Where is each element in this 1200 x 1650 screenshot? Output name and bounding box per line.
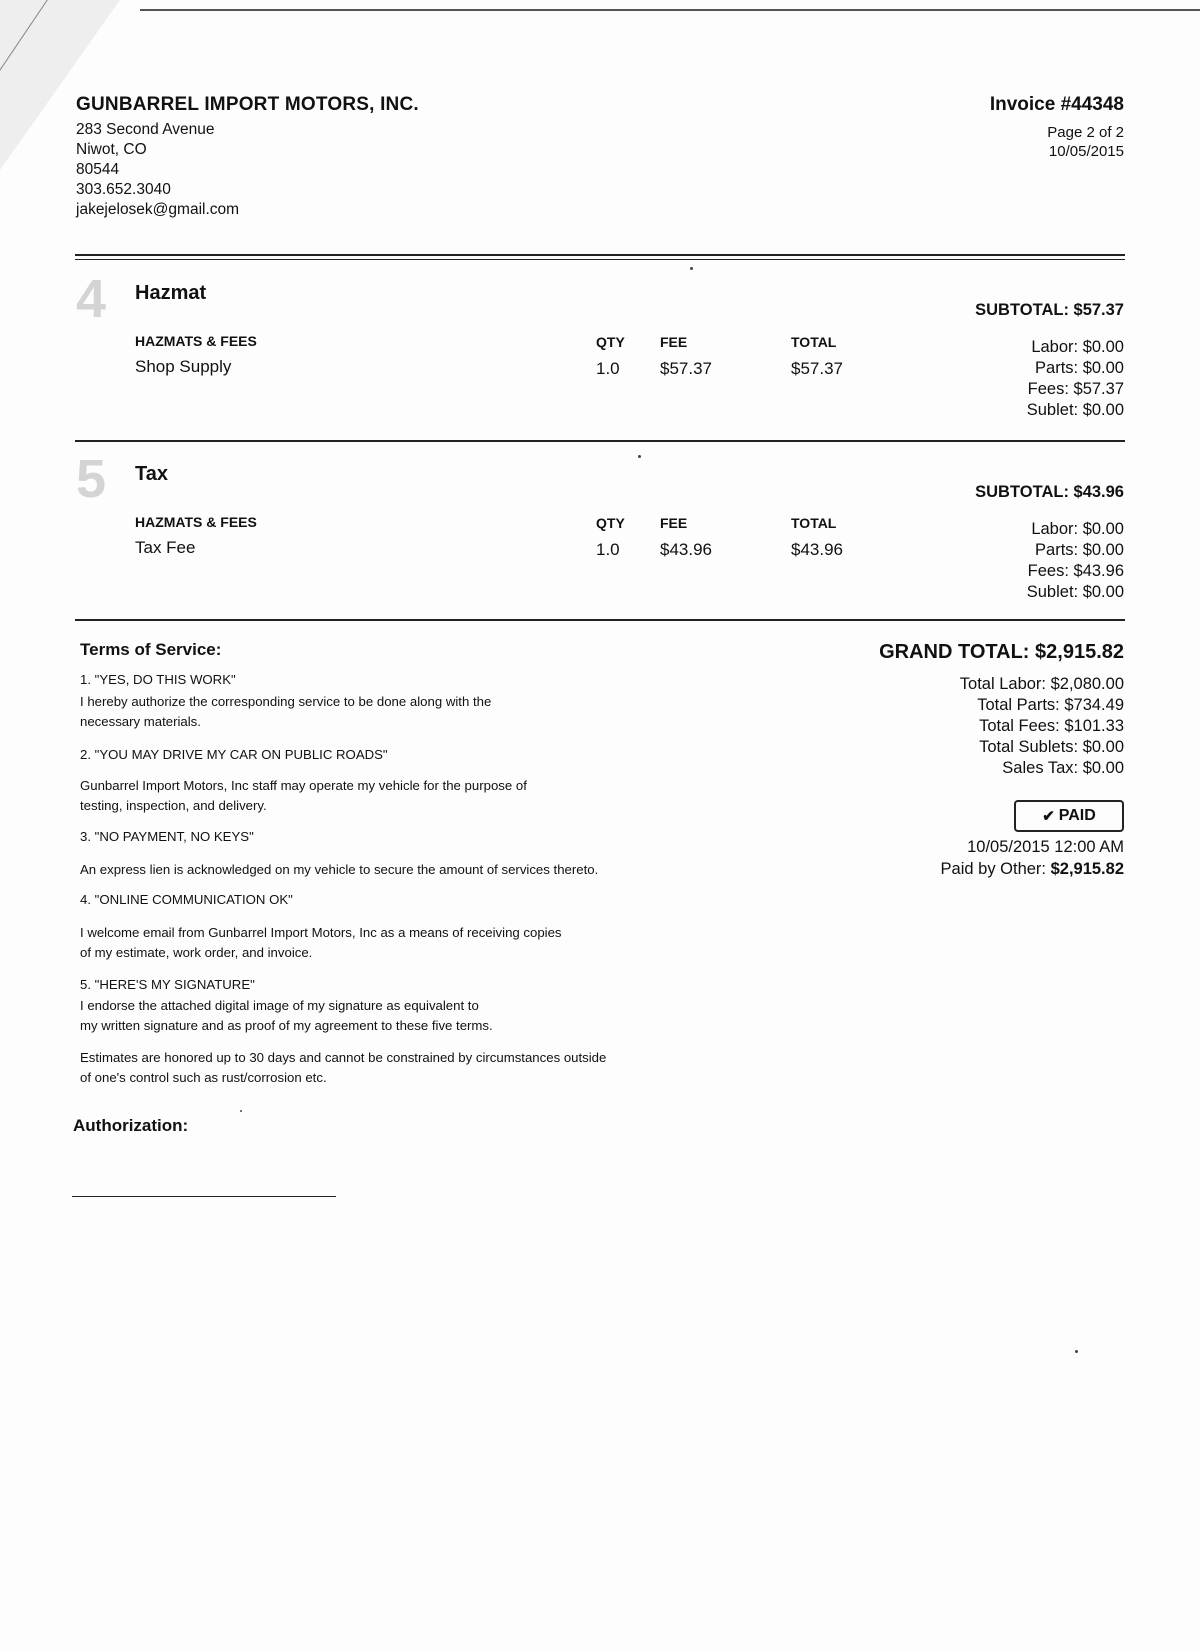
column-header-item: HAZMATS & FEES [135,333,257,349]
term-1-text: I hereby authorize the corresponding service to be done along with the [80,694,492,709]
company-city-state: Niwot, CO [76,141,147,158]
item-fee: $43.96 [660,540,712,559]
column-header-total: TOTAL [791,334,837,350]
term-2-text: Gunbarrel Import Motors, Inc staff may operate my vehicle for the purpose of [80,778,527,793]
scan-speck [690,267,693,270]
company-phone: 303.652.3040 [76,181,171,198]
term-2-heading: 2. "YOU MAY DRIVE MY CAR ON PUBLIC ROADS" [80,747,388,762]
signature-line [72,1196,336,1197]
item-total: $57.37 [791,359,843,378]
column-header-fee: FEE [660,334,688,350]
item-name: Shop Supply [135,357,232,376]
totals-breakdown [960,674,1124,779]
term-4-heading: 4. "ONLINE COMMUNICATION OK" [80,892,293,907]
term-1-heading: 1. "YES, DO THIS WORK" [80,672,236,687]
labor-amount: Labor: $0.00 [1031,520,1124,538]
invoice-date: 10/05/2015 [1048,143,1124,160]
paid-status-badge [1014,800,1124,832]
labor-amount: Labor: $0.00 [1031,338,1124,356]
item-qty: 1.0 [596,540,620,559]
section-subtotal: SUBTOTAL: $43.96 [975,483,1124,501]
page-indicator: Page 2 of 2 [1047,124,1124,141]
payment-source [941,860,1124,879]
total-fees: Total Fees: $101.33 [979,717,1124,735]
paid-by-amount: $2,915.82 [1050,860,1124,878]
item-qty: 1.0 [596,359,620,378]
total-sublets: Total Sublets: $0.00 [979,738,1124,756]
column-header-fee: FEE [660,515,688,531]
scan-edge-line [140,9,1200,11]
total-labor: Total Labor: $2,080.00 [959,675,1124,693]
section-number: 5 [76,449,107,509]
column-header-qty: QTY [596,515,625,531]
parts-amount: Parts: $0.00 [1035,359,1124,377]
term-5-text: my written signature and as proof of my agreement to these five terms. [80,1018,493,1033]
authorization-label: Authorization: [73,1116,189,1135]
column-header-qty: QTY [596,334,625,350]
section-breakdown [1027,337,1124,421]
fees-amount: Fees: $43.96 [1027,562,1124,580]
grand-total: GRAND TOTAL: $2,915.82 [879,641,1124,663]
section-number: 4 [76,269,107,329]
section-divider [75,619,1125,621]
term-3-heading: 3. "NO PAYMENT, NO KEYS" [80,829,254,844]
terms-title: Terms of Service: [80,640,222,659]
scan-speck [638,455,641,458]
check-icon: ✔ [1042,808,1055,825]
item-fee: $57.37 [660,359,712,378]
term-4-text: of my estimate, work order, and invoice. [80,945,313,960]
scan-speck [240,1110,242,1112]
company-email: jakejelosek@gmail.com [76,201,240,218]
parts-amount: Parts: $0.00 [1035,541,1124,559]
estimate-note: of one's control such as rust/corrosion etc. [80,1070,327,1085]
invoice-number: Invoice #44348 [989,94,1124,115]
paid-by-label: Paid by Other: [940,860,1051,878]
section-title: Hazmat [135,282,207,304]
sales-tax: Sales Tax: $0.00 [1002,759,1124,777]
company-name: GUNBARREL IMPORT MOTORS, INC. [76,94,419,115]
item-total: $43.96 [791,540,843,559]
fees-amount: Fees: $57.37 [1027,380,1124,398]
sublet-amount: Sublet: $0.00 [1026,401,1124,419]
term-1-text: necessary materials. [80,714,201,729]
scan-speck [1075,1350,1078,1353]
term-5-heading: 5. "HERE'S MY SIGNATURE" [80,977,255,992]
header-divider [75,254,1125,260]
item-name: Tax Fee [135,538,196,557]
company-address: 283 Second Avenue [76,121,215,138]
term-5-text: I endorse the attached digital image of my signature as equivalent to [80,998,479,1013]
section-subtotal: SUBTOTAL: $57.37 [975,301,1124,319]
term-4-text: I welcome email from Gunbarrel Import Motors, Inc as a means of receiving copies [80,925,562,940]
term-3-text: An express lien is acknowledged on my vehicle to secure the amount of services thereto. [80,862,599,877]
company-zip: 80544 [76,161,120,178]
sublet-amount: Sublet: $0.00 [1026,583,1124,601]
total-parts: Total Parts: $734.49 [977,696,1124,714]
section-divider [75,440,1125,442]
column-header-item: HAZMATS & FEES [135,514,257,530]
payment-date: 10/05/2015 12:00 AM [967,838,1124,856]
paid-label: PAID [1058,807,1096,824]
estimate-note: Estimates are honored up to 30 days and cannot be constrained by circumstances outside [80,1050,607,1065]
term-2-text: testing, inspection, and delivery. [80,798,267,813]
column-header-total: TOTAL [791,515,837,531]
section-breakdown [1027,519,1124,603]
section-title: Tax [135,463,168,485]
